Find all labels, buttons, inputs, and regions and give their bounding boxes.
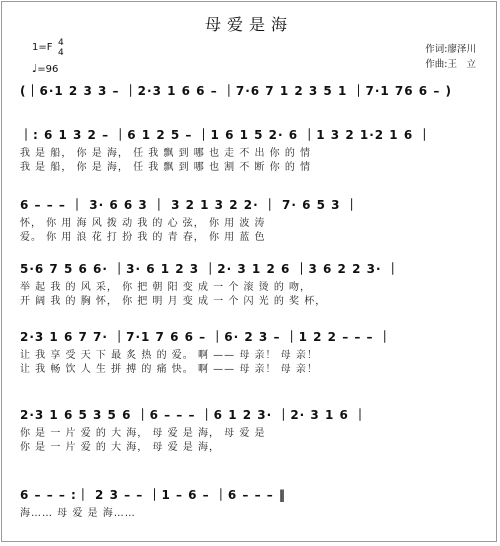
music-system-1 xyxy=(20,82,482,100)
lyric-verse-1: 海…… 母 爱 是 海…… xyxy=(20,508,136,519)
lyric-verse-1: 你 是 一 片 爱 的 大 海， 母 爱 是 海， 母 爱 是 xyxy=(20,428,266,439)
quarter-note-icon: ♩ xyxy=(32,62,38,75)
time-signature xyxy=(58,38,64,58)
notation-line: (｜6·1 2 3 3 – ｜2·3 1 6 6 – ｜7·6 7 1 2 3 5 1 ｜7·1 76 6 – ) xyxy=(20,84,452,98)
music-system-3 xyxy=(20,196,482,242)
lyric-verse-2: 开 阔 我 的 胸 怀， 你 把 明 月 变 成 一 个 闪 光 的 奖 杯， xyxy=(20,296,327,307)
song-title: 母爱是海 xyxy=(204,15,293,34)
notation-line: 6 – – – :｜ 2 3 – – ｜1 – 6 – ｜6 – – – ‖ xyxy=(20,488,286,502)
tempo-marking xyxy=(32,62,58,75)
lyric-verse-2: 我 是 船， 你 是 海， 任 我 飘 到 哪 也 割 不 断 你 的 情 xyxy=(20,162,312,173)
lyricist-credit: 作词:廖泽川 xyxy=(425,44,476,55)
lyric-verse-2: 让 我 畅 饮 人 生 拼 搏 的 痛 快。 啊 —— 母 亲！ 母 亲！ xyxy=(20,364,318,375)
music-system-5 xyxy=(20,328,482,374)
lyric-verse-1: 我 是 船， 你 是 海， 任 我 飘 到 哪 也 走 不 出 你 的 情 xyxy=(20,148,312,159)
notation-line: 2·3 1 6 7 7· ｜7·1 7 6 6 – ｜6· 2 3 – ｜1 2 2 – – – ｜ xyxy=(20,330,392,344)
lyric-verse-1: 让 我 享 受 天 下 最 炙 热 的 爱。 啊 —— 母 亲！ 母 亲！ xyxy=(20,350,318,361)
notation-line: ｜: 6 1 3 2 – ｜6 1 2 5 – ｜1 6 1 5 2· 6 ｜1 3 2 1·2 1 6 ｜ xyxy=(20,128,432,142)
lyric-verse-2: 你 是 一 片 爱 的 大 海， 母 爱 是 海， xyxy=(20,442,220,453)
notation-line: 6 – – – ｜ 3· 6 6 3 ｜ 3 2 1 3 2 2· ｜ 7· 6 5 3 ｜ xyxy=(20,198,359,212)
time-signature-top: 4 xyxy=(58,38,64,48)
lyric-verse-1: 怀， 你 用 海 风 拨 动 我 的 心 弦， 你 用 波 涛 xyxy=(20,218,266,229)
lyric-verse-2: 爱。 你 用 浪 花 打 扮 我 的 青 春， 你 用 蓝 色 xyxy=(20,232,266,243)
music-system-7 xyxy=(20,486,482,518)
key-signature: 1=F xyxy=(32,42,53,53)
notation-line: 5·6 7 5 6 6· ｜3· 6 1 2 3 ｜2· 3 1 2 6 ｜3 6 2 2 3· ｜ xyxy=(20,262,400,276)
time-signature-bottom: 4 xyxy=(58,48,64,58)
notation-line: 2·3 1 6 5 3 5 6 ｜6 – – – ｜6 1 2 3· ｜2· 3 1 6 ｜ xyxy=(20,408,367,422)
music-system-6 xyxy=(20,406,482,452)
sheet-music-page xyxy=(1,1,497,542)
music-system-4 xyxy=(20,260,482,306)
music-system-2 xyxy=(20,126,482,172)
credits xyxy=(425,42,476,72)
composer-credit: 作曲:王 立 xyxy=(425,59,476,70)
lyric-verse-1: 举 起 我 的 风 采， 你 把 朝 阳 变 成 一 个 滚 烫 的 吻， xyxy=(20,282,312,293)
tempo-value: =96 xyxy=(37,64,59,75)
